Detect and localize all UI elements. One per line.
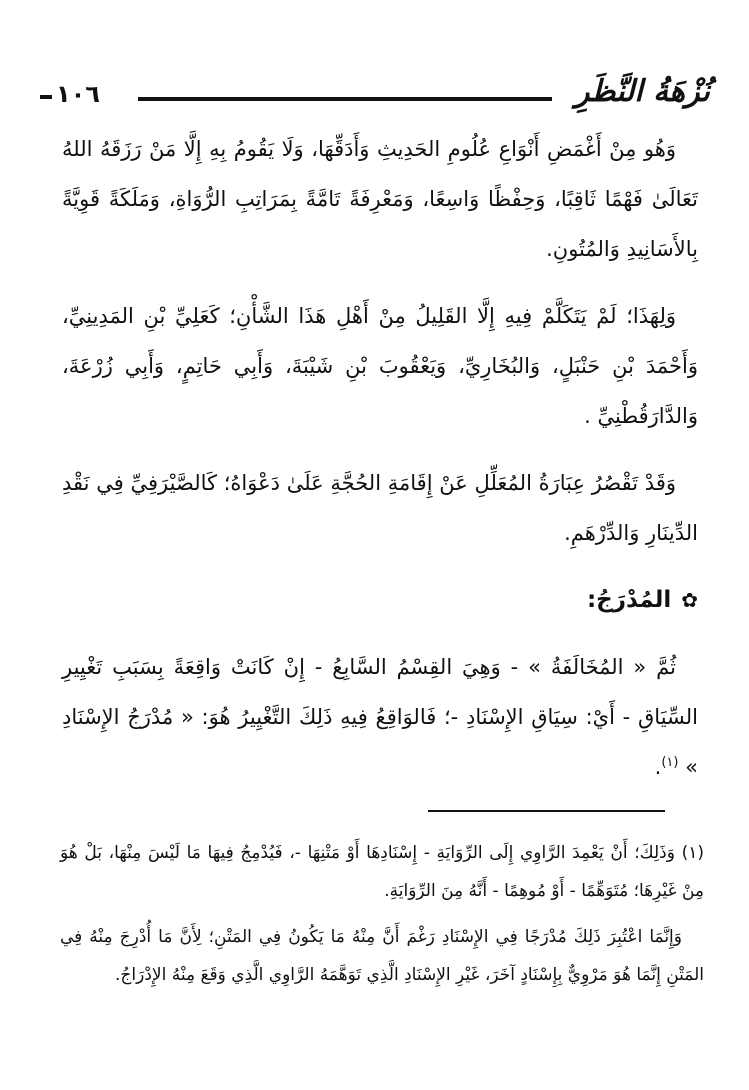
running-title: نُزْهَةُ النَّظَرِ [575, 74, 710, 109]
header-rule [138, 97, 552, 101]
footnote-1-continued: وَإِنَّمَا اعْتُبِرَ ذَلِكَ مُدْرَجًا فِي الإِسْنَادِ رَغْمَ أَنَّ مِنْهُ مَا يَكُونُ فِي المَتْنِ؛ لِأَنَّ مَا أُدْرِجَ مِنْهُ فِي المَتْنِ إِنَّمَا هُوَ مَرْوِيٌّ بِإِسْنَادٍ آخَرَ، غَيْرِ الإِسْنَادِ الَّذِي تَوَهَّمَهُ الرَّاوِي الَّذِي وَقَعَ مِنْهُ الإِدْرَاجُ. [60, 927, 704, 985]
footnote-reference: (١) [661, 755, 679, 770]
page-number: ١٠٦ [56, 80, 100, 108]
page-header [40, 70, 710, 120]
footnote-separator [428, 810, 665, 812]
paragraph-4-text: ثُمَّ « المُخَالَفَةُ » - وَهِيَ القِسْمُ السَّابِعُ - إِنْ كَانَتْ وَاقِعَةً بِسَبَبِ تَغْيِيرِ السِّيَاقِ - أَيْ: سِيَاقِ الإِسْنَادِ -؛ فَالوَاقِعُ فِيهِ ذَلِكَ التَّغْيِيرُ هُوَ: « مُدْرَجُ الإِسْنَادِ » [62, 655, 698, 779]
section-heading-text: المُدْرَجُ: [586, 587, 672, 613]
flower-bullet-icon: ✿ [681, 588, 698, 612]
paragraph-4: ثُمَّ « المُخَالَفَةُ » - وَهِيَ القِسْمُ السَّابِعُ - إِنْ كَانَتْ وَاقِعَةً بِسَبَبِ تَغْيِيرِ السِّيَاقِ - أَيْ: سِيَاقِ الإِسْنَادِ -؛ فَالوَاقِعُ فِيهِ ذَلِكَ التَّغْيِيرُ هُوَ: « مُدْرَجُ الإِسْنَادِ » $^{(١)}$. [62, 655, 698, 779]
footnotes [60, 834, 704, 1002]
section-heading-mudraj [62, 575, 698, 625]
paragraph-1: وَهُو مِنْ أَغْمَضِ أَنْوَاعِ عُلُومِ الحَدِيثِ وَأَدَقِّهَا، وَلَا يَقُومُ بِهِ إِلَّا مَنْ رَزَقَهُ اللهُ تَعَالَىٰ فَهْمًا ثَاقِبًا، وَحِفْظًا وَاسِعًا، وَمَعْرِفَةً تَامَّةً بِمَرَاتِبِ الرُّوَاةِ، وَمَلَكَةً قَوِيَّةً بِالأَسَانِيدِ وَالمُتُونِ. [62, 137, 698, 261]
page-number-dash [40, 95, 52, 99]
paragraph-2: وَلِهَذَا؛ لَمْ يَتَكَلَّمْ فِيهِ إِلَّا القَلِيلُ مِنْ أَهْلِ هَذَا الشَّأْنِ؛ كَعَلِيِّ بْنِ المَدِينِيِّ، وَأَحْمَدَ بْنِ حَنْبَلٍ، وَالبُخَارِيِّ، وَيَعْقُوبَ بْنِ شَيْبَةَ، وَأَبِي حَاتِمٍ، وَأَبِي زُرْعَةَ، وَالدَّارَقُطْنِيِّ . [62, 304, 698, 428]
footnote-1: (١) وَذَلِكَ؛ أَنْ يَعْمِدَ الرَّاوِي إِلَى الرِّوَايَةِ - إِسْنَادِهَا أَوْ مَتْنِهَا -، فَيُدْمِجُ فِيهَا مَا لَيْسَ مِنْهَا، بَلْ هُوَ مِنْ غَيْرِهَا؛ مُتَوَهِّمًا - أَوْ مُوهِمًا - أَنَّهُ مِنَ الرِّوَايَةِ. [60, 843, 704, 901]
paragraph-3: وَقَدْ تَقْصُرُ عِبَارَةُ المُعَلِّلِ عَنْ إِقَامَةِ الحُجَّةِ عَلَىٰ دَعْوَاهُ؛ كَالصَّيْرَفِيِّ فِي نَقْدِ الدِّينَارِ وَالدِّرْهَمِ. [62, 471, 698, 545]
main-text [62, 124, 698, 809]
